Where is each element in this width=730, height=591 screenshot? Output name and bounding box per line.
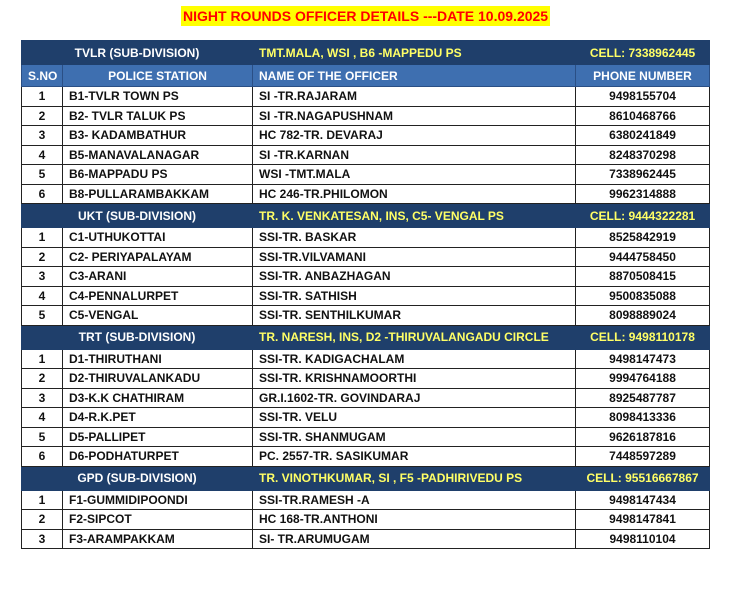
row-officer: SSI-TR. SATHISH xyxy=(253,286,576,306)
officer-table-body xyxy=(22,41,710,549)
row-sno: 6 xyxy=(22,184,63,204)
row-sno: 4 xyxy=(22,145,63,165)
table-row xyxy=(22,349,710,369)
row-sno: 3 xyxy=(22,529,63,549)
officer-table xyxy=(21,40,710,549)
row-officer: SSI-TR. VELU xyxy=(253,408,576,428)
table-row xyxy=(22,184,710,204)
header-station: POLICE STATION xyxy=(63,65,253,87)
row-sno: 2 xyxy=(22,247,63,267)
row-station: B3- KADAMBATHUR xyxy=(63,126,253,146)
row-sno: 5 xyxy=(22,427,63,447)
row-phone: 8870508415 xyxy=(576,267,710,287)
row-phone: 8098413336 xyxy=(576,408,710,428)
row-phone: 9444758450 xyxy=(576,247,710,267)
subdivision-name: TRT (SUB-DIVISION) xyxy=(22,325,253,349)
row-station: F2-SIPCOT xyxy=(63,510,253,530)
row-officer: SSI-TR. SHANMUGAM xyxy=(253,427,576,447)
subdivision-cell: CELL: 95516667867 xyxy=(576,466,710,490)
row-station: D1-THIRUTHANI xyxy=(63,349,253,369)
subdivision-officer: TR. NARESH, INS, D2 -THIRUVALANGADU CIRCLE xyxy=(253,325,576,349)
row-sno: 5 xyxy=(22,306,63,326)
row-station: B2- TVLR TALUK PS xyxy=(63,106,253,126)
row-station: D6-PODHATURPET xyxy=(63,447,253,467)
table-row xyxy=(22,126,710,146)
table-row xyxy=(22,369,710,389)
row-station: D5-PALLIPET xyxy=(63,427,253,447)
row-phone: 8525842919 xyxy=(576,228,710,248)
row-phone: 7338962445 xyxy=(576,165,710,185)
row-station: C5-VENGAL xyxy=(63,306,253,326)
row-station: D2-THIRUVALANKADU xyxy=(63,369,253,389)
row-station: B5-MANAVALANAGAR xyxy=(63,145,253,165)
row-sno: 1 xyxy=(22,349,63,369)
row-sno: 3 xyxy=(22,126,63,146)
row-sno: 3 xyxy=(22,267,63,287)
table-row xyxy=(22,529,710,549)
row-officer: WSI -TMT.MALA xyxy=(253,165,576,185)
row-officer: SI -TR.KARNAN xyxy=(253,145,576,165)
subdivision-name: GPD (SUB-DIVISION) xyxy=(22,466,253,490)
row-phone: 9962314888 xyxy=(576,184,710,204)
row-station: C4-PENNALURPET xyxy=(63,286,253,306)
row-officer: PC. 2557-TR. SASIKUMAR xyxy=(253,447,576,467)
row-phone: 8248370298 xyxy=(576,145,710,165)
row-officer: SSI-TR. BASKAR xyxy=(253,228,576,248)
row-phone: 8098889024 xyxy=(576,306,710,326)
row-sno: 2 xyxy=(22,106,63,126)
row-phone: 9500835088 xyxy=(576,286,710,306)
row-station: C1-UTHUKOTTAI xyxy=(63,228,253,248)
row-station: B6-MAPPADU PS xyxy=(63,165,253,185)
row-station: B1-TVLR TOWN PS xyxy=(63,87,253,107)
row-phone: 8610468766 xyxy=(576,106,710,126)
table-row xyxy=(22,145,710,165)
row-sno: 2 xyxy=(22,369,63,389)
table-row xyxy=(22,388,710,408)
row-officer: SSI-TR. SENTHILKUMAR xyxy=(253,306,576,326)
row-officer: GR.I.1602-TR. GOVINDARAJ xyxy=(253,388,576,408)
row-sno: 1 xyxy=(22,490,63,510)
row-officer: SSI-TR.RAMESH -A xyxy=(253,490,576,510)
table-row xyxy=(22,267,710,287)
table-row xyxy=(22,490,710,510)
row-station: F1-GUMMIDIPOONDI xyxy=(63,490,253,510)
row-officer: SI- TR.ARUMUGAM xyxy=(253,529,576,549)
row-phone: 7448597289 xyxy=(576,447,710,467)
header-phone: PHONE NUMBER xyxy=(576,65,710,87)
row-phone: 9498155704 xyxy=(576,87,710,107)
row-officer: SSI-TR. ANBAZHAGAN xyxy=(253,267,576,287)
row-sno: 1 xyxy=(22,228,63,248)
row-phone: 9498147434 xyxy=(576,490,710,510)
table-row xyxy=(22,106,710,126)
row-sno: 4 xyxy=(22,286,63,306)
subdivision-officer: TR. VINOTHKUMAR, SI , F5 -PADHIRIVEDU PS xyxy=(253,466,576,490)
row-station: B8-PULLARAMBAKKAM xyxy=(63,184,253,204)
row-phone: 8925487787 xyxy=(576,388,710,408)
row-officer: SSI-TR. KRISHNAMOORTHI xyxy=(253,369,576,389)
row-sno: 1 xyxy=(22,87,63,107)
table-row xyxy=(22,306,710,326)
subdivision-row xyxy=(22,325,710,349)
subdivision-cell: CELL: 7338962445 xyxy=(576,41,710,65)
table-row xyxy=(22,447,710,467)
row-station: F3-ARAMPAKKAM xyxy=(63,529,253,549)
table-row xyxy=(22,427,710,447)
subdivision-name: UKT (SUB-DIVISION) xyxy=(22,204,253,228)
row-officer: HC 246-TR.PHILOMON xyxy=(253,184,576,204)
row-phone: 9626187816 xyxy=(576,427,710,447)
row-station: C3-ARANI xyxy=(63,267,253,287)
table-row xyxy=(22,510,710,530)
page-title: NIGHT ROUNDS OFFICER DETAILS ---DATE 10.09.2025 xyxy=(183,8,549,24)
table-row xyxy=(22,408,710,428)
row-phone: 9498147473 xyxy=(576,349,710,369)
row-sno: 3 xyxy=(22,388,63,408)
row-station: D4-R.K.PET xyxy=(63,408,253,428)
row-sno: 4 xyxy=(22,408,63,428)
table-header xyxy=(22,65,710,87)
table-row xyxy=(22,228,710,248)
row-officer: SI -TR.NAGAPUSHNAM xyxy=(253,106,576,126)
subdivision-name: TVLR (SUB-DIVISION) xyxy=(22,41,253,65)
row-sno: 5 xyxy=(22,165,63,185)
subdivision-cell: CELL: 9444322281 xyxy=(576,204,710,228)
row-officer: SSI-TR. KADIGACHALAM xyxy=(253,349,576,369)
row-phone: 9994764188 xyxy=(576,369,710,389)
table-row xyxy=(22,165,710,185)
row-officer: SSI-TR.VILVAMANI xyxy=(253,247,576,267)
row-station: C2- PERIYAPALAYAM xyxy=(63,247,253,267)
subdivision-row xyxy=(22,41,710,65)
table-row xyxy=(22,286,710,306)
header-officer: NAME OF THE OFFICER xyxy=(253,65,576,87)
subdivision-row xyxy=(22,466,710,490)
row-officer: SI -TR.RAJARAM xyxy=(253,87,576,107)
header-sno: S.NO xyxy=(22,65,63,87)
row-phone: 6380241849 xyxy=(576,126,710,146)
subdivision-officer: TR. K. VENKATESAN, INS, C5- VENGAL PS xyxy=(253,204,576,228)
row-officer: HC 782-TR. DEVARAJ xyxy=(253,126,576,146)
row-officer: HC 168-TR.ANTHONI xyxy=(253,510,576,530)
row-sno: 6 xyxy=(22,447,63,467)
row-phone: 9498110104 xyxy=(576,529,710,549)
subdivision-row xyxy=(22,204,710,228)
subdivision-officer: TMT.MALA, WSI , B6 -MAPPEDU PS xyxy=(253,41,576,65)
subdivision-cell: CELL: 9498110178 xyxy=(576,325,710,349)
row-station: D3-K.K CHATHIRAM xyxy=(63,388,253,408)
table-row xyxy=(22,87,710,107)
table-row xyxy=(22,247,710,267)
row-phone: 9498147841 xyxy=(576,510,710,530)
row-sno: 2 xyxy=(22,510,63,530)
